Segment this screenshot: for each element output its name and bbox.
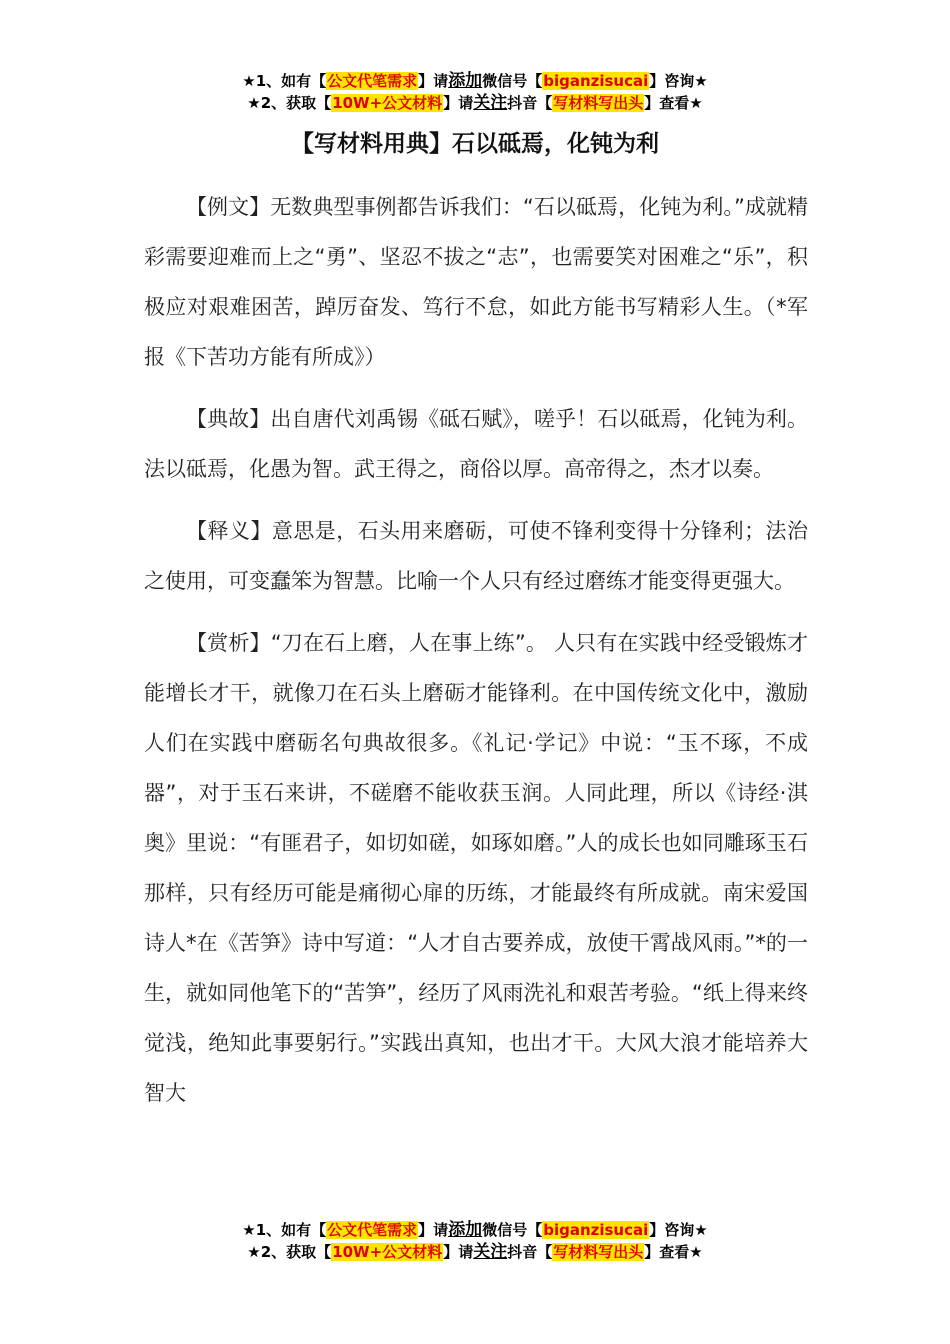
paragraph-appreciation: 【赏析】“刀在石上磨，人在事上练”。 人只有在实践中经受锻炼才能增长才干，就像刀在石头上磨砺才能锋利。在中国传统文化中，激励人们在实践中磨砺名句典故很多。《礼记·学记》中说：“玉不琢，不成器”，对于玉石来讲，不磋磨不能收获玉润。人同此理，所以《诗经·淇奥》里说：“有匪君子，如切如磋，如琢如磨。”人的成长也如同雕琢玉石那样，只有经历可能是痛彻心扉的历练，才能最终有所成就。南宋爱国诗人*在《苦笋》诗中写道：“人才自古要养成，放使干霄战风雨。”*的一生，就如同他笔下的“苦笋”，经历了风雨洗礼和艰苦考验。“纸上得来终觉浅，绝知此事要躬行。”实践出真知，也出才干。大风大浪才能培养大智大 (144, 631, 808, 1105)
banner-line-2 (0, 92, 950, 114)
document-body (144, 182, 808, 1130)
follow-word: 关注 (473, 1242, 508, 1262)
banner-text: ★1、如有【 (242, 1221, 327, 1239)
banner-text: ★2、获取【 (247, 94, 332, 112)
banner-text: 】请 (418, 1221, 449, 1239)
banner-text: 】请 (443, 94, 474, 112)
banner-text: 】查看★ (644, 94, 703, 112)
banner-text: 抖音【 (507, 94, 553, 112)
banner-text: ★2、获取【 (247, 1243, 332, 1261)
banner-text: 】查看★ (644, 1243, 703, 1261)
wechat-id-highlight: biganzisucai (543, 1221, 649, 1239)
douyin-name-highlight: 写材料写出头 (553, 94, 644, 112)
paragraph-meaning: 【释义】意思是，石头用来磨砺，可使不锋利变得十分锋利；法治之使用，可变蠢笨为智慧。比喻一个人只有经过磨练才能变得更强大。 (144, 519, 808, 593)
banner-text: 微信号【 (482, 72, 543, 90)
banner-text: 】咨询★ (649, 72, 708, 90)
banner-text: 】咨询★ (649, 1221, 708, 1239)
footer-banner (0, 1219, 950, 1263)
paragraph-allusion: 【典故】出自唐代刘禹锡《砥石赋》，嗟乎！石以砥焉，化钝为利。法以砥焉，化愚为智。武王得之，商俗以厚。高帝得之，杰才以奏。 (144, 407, 808, 481)
banner-line-2 (0, 1241, 950, 1263)
follow-word: 关注 (473, 93, 508, 113)
materials-highlight: 10W+公文材料 (332, 94, 443, 112)
paragraph-example: 【例文】无数典型事例都告诉我们：“石以砥焉，化钝为利。”成就精彩需要迎难而上之“勇”、坚忍不拔之“志”，也需要笑对困难之“乐”，积极应对艰难困苦，踔厉奋发、笃行不怠，如此方能书写精彩人生。（*军报《下苦功方能有所成》） (144, 195, 808, 369)
wechat-id-highlight: biganzisucai (543, 72, 649, 90)
banner-text: 】请 (443, 1243, 474, 1261)
materials-highlight: 10W+公文材料 (332, 1243, 443, 1261)
header-banner (0, 70, 950, 114)
banner-text: 微信号【 (482, 1221, 543, 1239)
banner-text: ★1、如有【 (242, 72, 327, 90)
add-word: 添加 (448, 1220, 483, 1240)
add-word: 添加 (448, 71, 483, 91)
service-highlight: 公文代笔需求 (327, 1221, 418, 1239)
banner-line-1 (0, 70, 950, 92)
page-title: 【写材料用典】石以砥焉，化钝为利 (291, 131, 659, 157)
banner-line-1 (0, 1219, 950, 1241)
service-highlight: 公文代笔需求 (327, 72, 418, 90)
banner-text: 】请 (418, 72, 449, 90)
douyin-name-highlight: 写材料写出头 (553, 1243, 644, 1261)
banner-text: 抖音【 (507, 1243, 553, 1261)
